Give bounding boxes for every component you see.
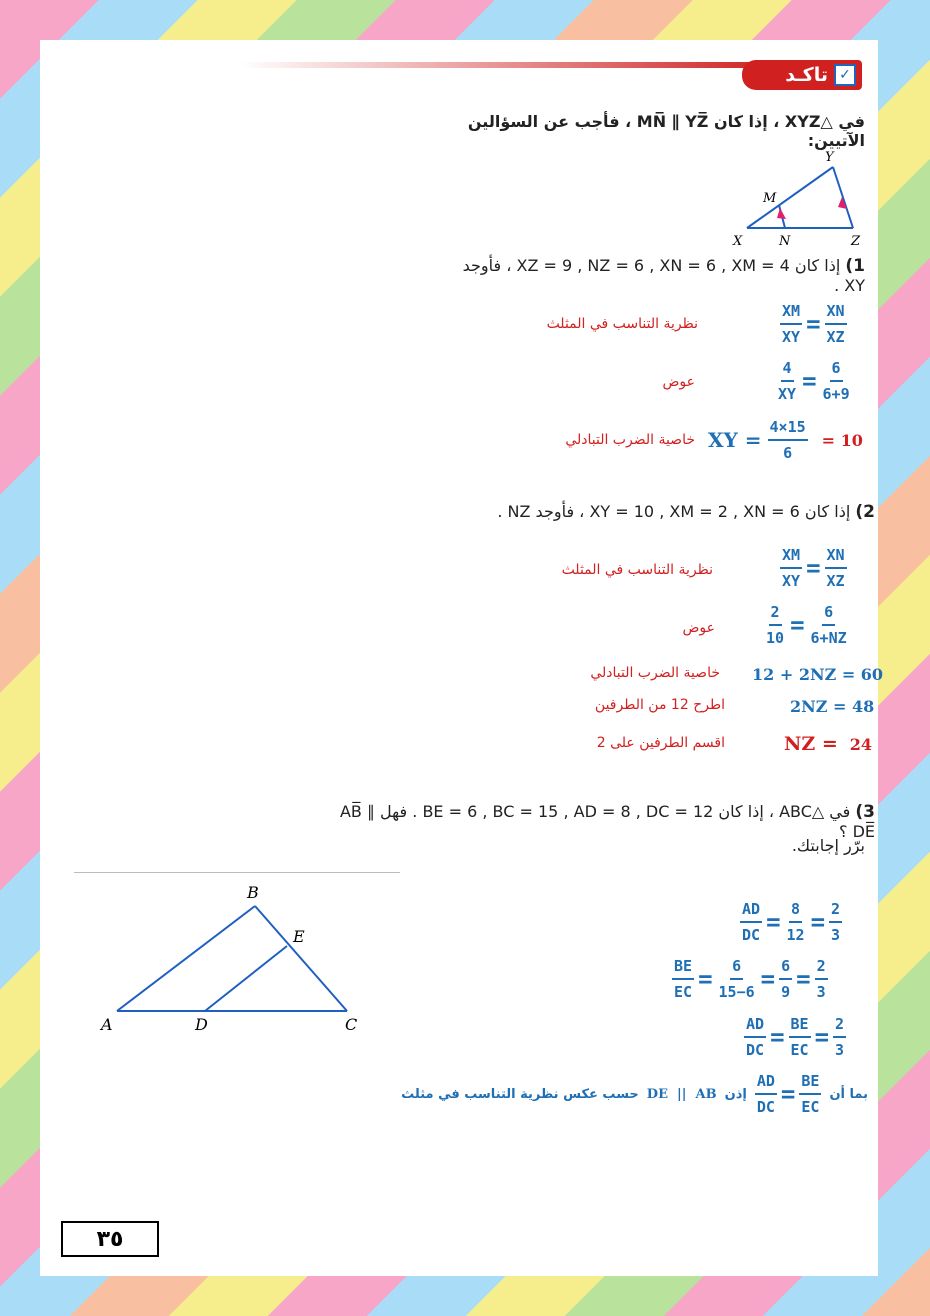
- frac-num: 4×15: [768, 418, 808, 441]
- frac-den: 3: [831, 926, 841, 944]
- checkbox-icon: ✓: [834, 64, 856, 86]
- label-m: M: [763, 191, 777, 206]
- figure-divider: [74, 872, 400, 873]
- q3-number: 3): [855, 802, 875, 822]
- q2-number: 2): [855, 502, 875, 522]
- q1-number: 1): [845, 256, 865, 276]
- frac-den: XZ: [826, 572, 845, 590]
- header-title: تاكـد: [785, 64, 828, 86]
- frac-den: DC: [746, 1041, 765, 1059]
- parallel-statement: DE || AB: [646, 1086, 717, 1102]
- frac-den: EC: [790, 1041, 809, 1059]
- frac-num: 4: [781, 359, 794, 382]
- q2-step4-equation: 2NZ = 48: [790, 697, 875, 716]
- q1-step1-equation: $\frac{XM}{XY}$ = $\frac{XN}{XZ}$: [782, 302, 845, 346]
- q3-ratio-equal: $\frac{AD}{DC}$ = $\frac{BE}{EC}$ = $\frac{2}{3}$: [746, 1015, 845, 1059]
- q2-step1-note: نظرية التناسب في المثلث: [561, 562, 713, 578]
- q1-step2-equation: $\frac{4}{XY}$ = $\frac{6}{6+9}$: [778, 359, 850, 403]
- q1-result: = 10: [821, 430, 863, 450]
- frac-num: AD: [740, 900, 762, 923]
- frac-den: 6+9: [822, 385, 850, 403]
- frac-num: AD: [755, 1072, 777, 1095]
- frac-den: EC: [674, 983, 693, 1001]
- q1-step3-lhs: XY =: [708, 428, 762, 452]
- since-text: بما أن: [829, 1086, 868, 1102]
- q3-statement: في △ABC ، إذا كان BE = 6 , BC = 15 , AD = 8 , DC = 12 . فهل AB̅ ∥ DE̅ ؟: [339, 802, 875, 841]
- label-y: Y: [825, 150, 834, 165]
- frac-num: XN: [825, 302, 847, 325]
- q2-step4-note: اطرح 12 من الطرفين: [594, 697, 725, 713]
- label-b: B: [247, 883, 259, 902]
- q2-step1-equation: $\frac{XM}{XY}$ = $\frac{XN}{XZ}$: [782, 546, 845, 590]
- q3-justify-text: برّر إجابتك.: [791, 836, 865, 855]
- q2-step2-note: عوض: [682, 620, 715, 636]
- frac-num: 6: [830, 359, 843, 382]
- q2-step5-lhs: NZ =: [784, 733, 838, 755]
- label-d: D: [195, 1015, 208, 1034]
- q2-step2-equation: $\frac{2}{10}$ = $\frac{6}{6+NZ}$: [766, 603, 847, 647]
- q3-ratio-be-ec: $\frac{BE}{EC}$ = $\frac{6}{15-6}$ = $\frac{6}{9}$ = $\frac{2}{3}$: [674, 957, 826, 1001]
- frac-den: XZ: [826, 328, 845, 346]
- q2-statement: إذا كان XY = 10 , XM = 2 , XN = 6 ، فأوجد NZ .: [497, 502, 851, 521]
- frac-den: DC: [742, 926, 761, 944]
- then-text: إذن: [724, 1086, 747, 1102]
- q1-step2-note: عوض: [662, 374, 695, 390]
- frac-num: BE: [789, 1015, 811, 1038]
- frac-den: 3: [835, 1041, 845, 1059]
- frac-num: BE: [799, 1072, 821, 1095]
- triangle-xyz-figure: [725, 145, 875, 250]
- frac-den: 12: [786, 926, 805, 944]
- q2-step3-equation: 12 + 2NZ = 60: [752, 665, 884, 684]
- label-e: E: [293, 927, 305, 946]
- frac-num: 2: [815, 957, 828, 980]
- frac-den: 6: [783, 444, 793, 462]
- frac-den: EC: [801, 1098, 820, 1116]
- label-z: Z: [851, 234, 861, 249]
- page-number: ٣٥: [96, 1226, 124, 1252]
- label-x: X: [733, 234, 743, 249]
- frac-den: 3: [816, 983, 826, 1001]
- frac-num: XM: [780, 302, 802, 325]
- reason-text: حسب عكس نظرية التناسب في مثلث: [401, 1086, 639, 1102]
- q2-step5-note: اقسم الطرفين على 2: [596, 735, 725, 751]
- frac-den: 15−6: [718, 983, 755, 1001]
- frac-num: 2: [833, 1015, 846, 1038]
- frac-den: 6+NZ: [810, 629, 847, 647]
- q1-step3-note: خاصية الضرب التبادلي: [565, 432, 695, 448]
- frac-num: 8: [789, 900, 802, 923]
- q3-ratio-ad-dc: $\frac{AD}{DC}$ = $\frac{8}{12}$ = $\frac{2}{3}$: [742, 900, 841, 944]
- label-a: A: [101, 1015, 113, 1034]
- page-number-box: [61, 1221, 159, 1257]
- q1-step1-note: نظرية التناسب في المثلث: [546, 316, 698, 332]
- frac-num: 6: [822, 603, 835, 626]
- q1-statement: إذا كان XZ = 9 , NZ = 6 , XN = 6 , XM = 4 ، فأوجد XY .: [462, 256, 865, 295]
- frac-num: 2: [829, 900, 842, 923]
- frac-num: 6: [779, 957, 792, 980]
- header-rule: [240, 62, 760, 68]
- q2-step5-equation: [784, 733, 872, 755]
- label-c: C: [345, 1015, 358, 1034]
- frac-num: 2: [769, 603, 782, 626]
- q2-result: 24: [849, 734, 873, 754]
- q1-text: [460, 256, 865, 295]
- frac-num: 6: [730, 957, 743, 980]
- frac-den: XY: [778, 385, 797, 403]
- q2-step3-note: خاصية الضرب التبادلي: [590, 665, 720, 681]
- frac-num: AD: [744, 1015, 766, 1038]
- frac-num: XM: [780, 546, 802, 569]
- frac-den: 10: [766, 629, 785, 647]
- frac-den: XY: [782, 328, 801, 346]
- q3-conclusion: بما أن $\frac{AD}{DC}$ = $\frac{BE}{EC}$ إذن DE || AB حسب عكس نظرية التناسب في مثلث: [401, 1072, 868, 1116]
- q1-step3-equation: [708, 418, 863, 462]
- frac-num: BE: [672, 957, 694, 980]
- frac-den: 9: [781, 983, 791, 1001]
- frac-num: XN: [825, 546, 847, 569]
- q2-text: [470, 502, 875, 522]
- frac-den: XY: [782, 572, 801, 590]
- section-header: [742, 60, 862, 90]
- frac-den: DC: [756, 1098, 775, 1116]
- label-n: N: [779, 234, 791, 249]
- triangle-abc-figure: [95, 878, 375, 1038]
- intro-text: في △XYZ ، إذا كان MN̅ ∥ YZ̅ ، فأجب عن السؤالين الآتيين:: [467, 112, 865, 150]
